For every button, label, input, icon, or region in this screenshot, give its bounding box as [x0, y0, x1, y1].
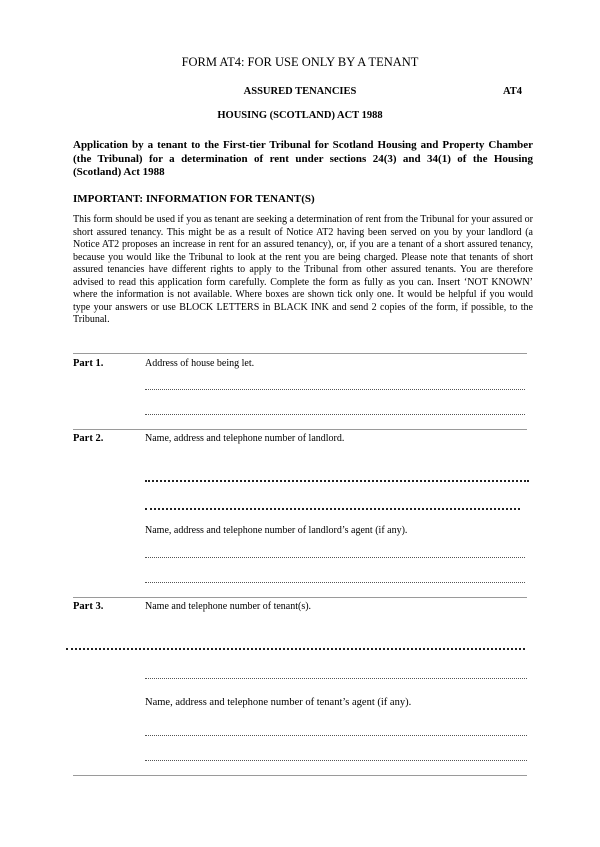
section-divider — [73, 353, 527, 354]
part3-agent-field-label: Name, address and telephone number of tenant’s agent (if any). — [145, 697, 412, 708]
form-code: AT4 — [503, 86, 523, 97]
section-divider — [73, 597, 527, 598]
part1-field-label: Address of house being let. — [145, 358, 255, 369]
part3-tenant-field-label: Name and telephone number of tenant(s). — [145, 601, 312, 612]
section-divider — [73, 775, 527, 776]
intro-paragraph: Application by a tenant to the First-tier Tribunal for Scotland Housing and Property Chamber (the Tribunal) for a determination of rent under sections 24(3) and 34(1) of the Housing (Scotland) Act 1988 — [73, 139, 533, 178]
important-heading: IMPORTANT: INFORMATION FOR TENANT(S) — [73, 193, 315, 205]
part2-landlord-line-2[interactable] — [145, 508, 520, 510]
part3-label: Part 3. — [73, 601, 104, 612]
part3-agent-line-2[interactable] — [145, 760, 527, 761]
section-divider — [73, 429, 527, 430]
part2-agent-line-2[interactable] — [145, 582, 525, 583]
part3-tenant-line-2[interactable] — [145, 678, 527, 679]
part1-label: Part 1. — [73, 358, 104, 369]
part3-tenant-line-1[interactable] — [66, 648, 525, 650]
part2-agent-field-label: Name, address and telephone number of landlord’s agent (if any). — [145, 525, 408, 536]
part2-label: Part 2. — [73, 433, 104, 444]
important-text: This form should be used if you as tenant are seeking a determination of rent from the Tribunal for your assured or short assured tenancy. This might be as a result of Notice AT2 having been served on you by your landlord (a Notice AT2 proposes an increase in rent for an assured tenancy), or, if you are a tenant of a short assured tenancy, because you would like the Tribunal to look at the rent you are being charged. Please note that tenants of short assured tenancies have different rights to apply to the Tribunal from other assured tenants. You are therefore advised to read this application form carefully. Complete the form as fully as you can. Insert ‘NOT KNOWN’ where the information is not available. Where boxes are shown tick only one. It would be helpful if you would type your answers or use BLOCK LETTERS in BLACK INK and send 2 copies of the form, if possible, to the Tribunal. — [73, 214, 533, 325]
part2-landlord-line-1[interactable] — [145, 480, 529, 482]
part2-landlord-field-label: Name, address and telephone number of landlord. — [145, 433, 345, 444]
form-title: FORM AT4: FOR USE ONLY BY A TENANT — [181, 55, 419, 69]
act-heading: HOUSING (SCOTLAND) ACT 1988 — [217, 110, 383, 121]
form-subtitle: ASSURED TENANCIES — [243, 86, 357, 97]
part1-answer-line-1[interactable] — [145, 389, 525, 390]
part3-agent-line-1[interactable] — [145, 735, 527, 736]
part2-agent-line-1[interactable] — [145, 557, 525, 558]
part1-answer-line-2[interactable] — [145, 414, 525, 415]
